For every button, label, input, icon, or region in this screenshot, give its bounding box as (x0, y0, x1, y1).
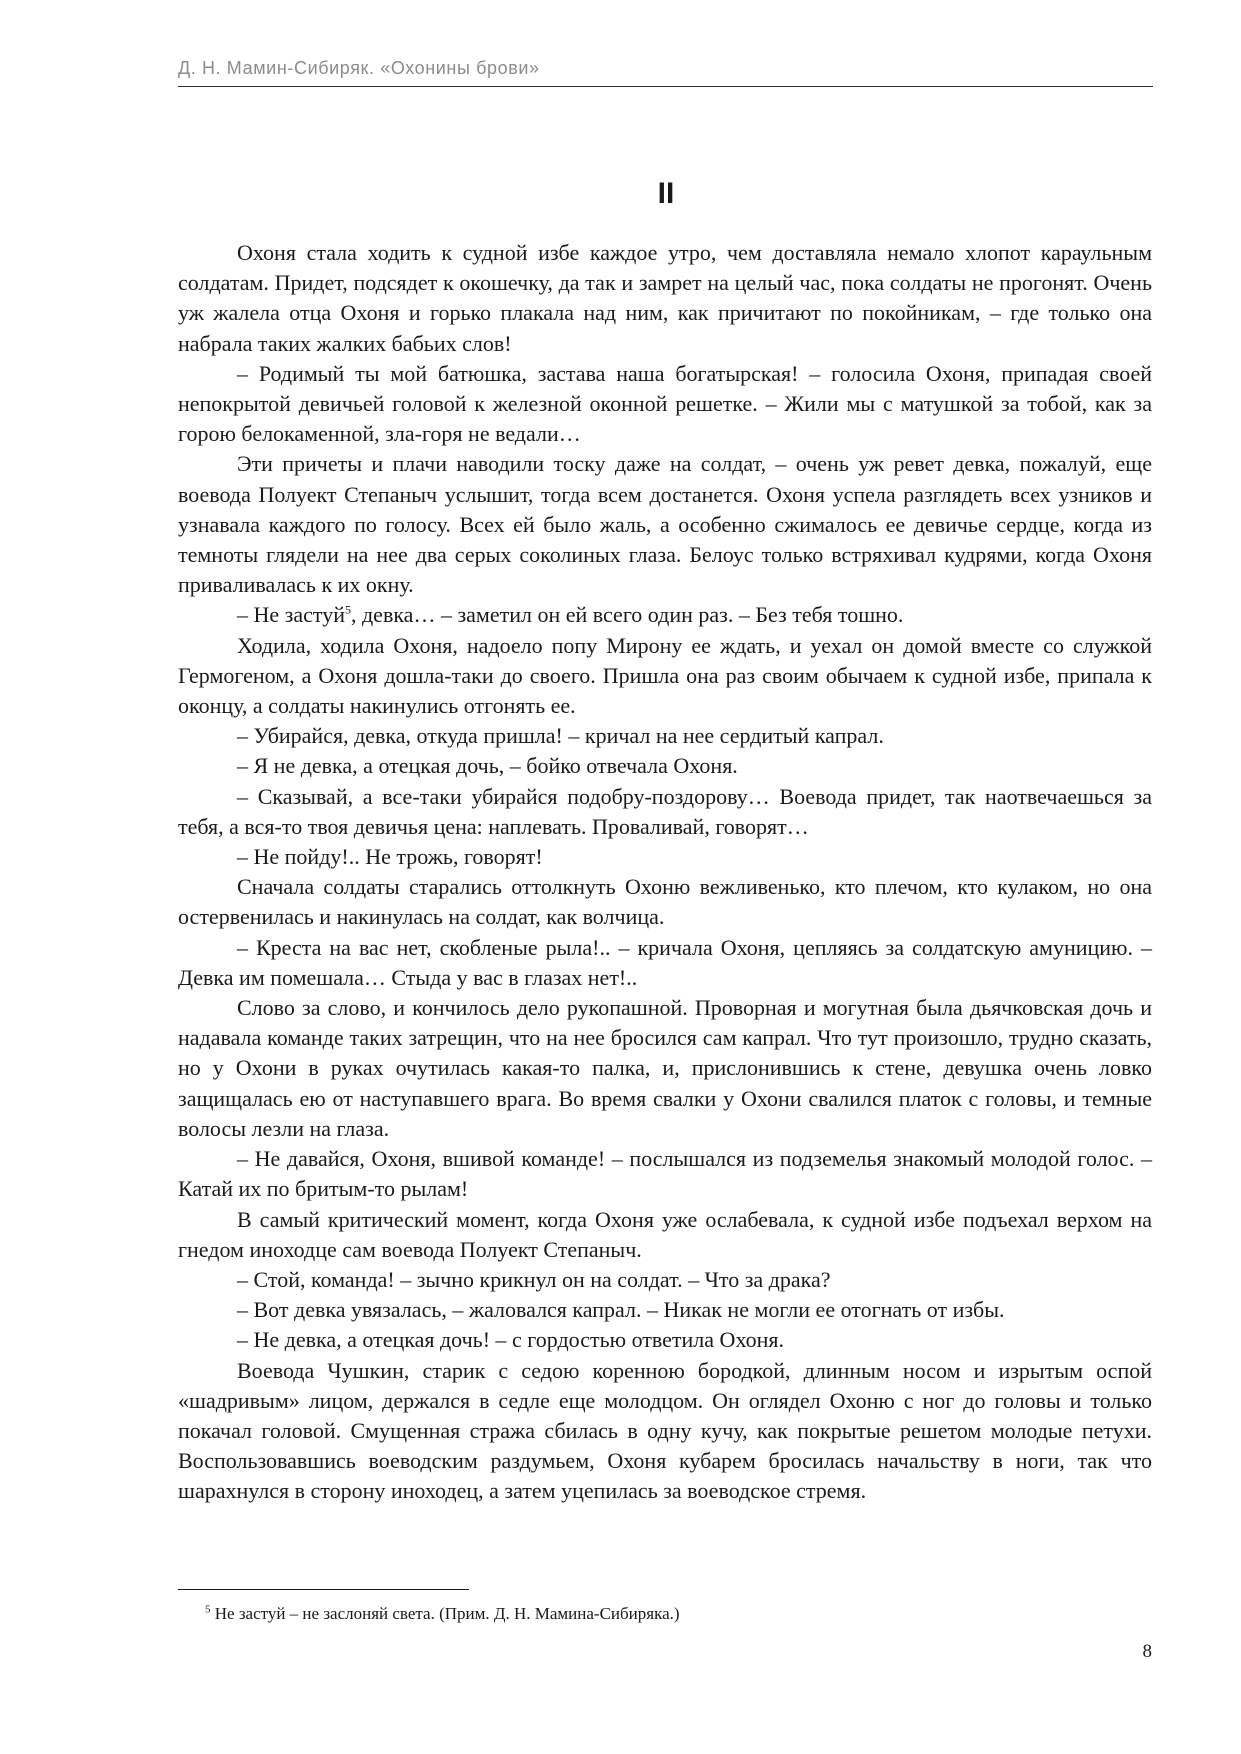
body-text (178, 238, 1152, 1507)
page-number: 8 (1142, 1641, 1152, 1662)
paragraph: Ходила, ходила Охоня, надоело попу Мирону ее ждать, и уехал он домой вместе со служкой Гермогеном, а Охоня дошла-таки до своего. Пришла она раз своим обычаем к судной избе, припала к оконцу, а солдаты накинулись отгонять ее. (178, 632, 1152, 719)
paragraph: – Родимый ты мой батюшка, застава наша богатырская! – голосила Охоня, припадая своей непокрытой девичьей головой к железной оконной решетке. – Жили мы с матушкой за тобой, как за горою белокаменной, зла-горя не ведали… (178, 360, 1152, 447)
footnote-text: Не застуй – не заслоняй света. (Прим. Д. Н. Мамина-Сибиряка.) (210, 1604, 680, 1623)
paragraph: – Вот девка увязалась, – жаловался капрал. – Никак не могли ее отогнать от избы. (237, 1297, 1005, 1323)
paragraph: Воевода Чушкин, старик с седою коренною бородкой, длинным носом и изрытым оспой «шадривым» лицом, держался в седле еще молодцом. Он оглядел Охоню с ног до головы и только покачал головой. Смущенная стража сбилась в одну кучу, как покрытые решетом молодые петухи. Воспользовавшись воеводским раздумьем, Охоня кубарем бросилась начальству в ноги, так что шарахнулся в сторону иноходец, а затем уцепилась за воеводское стремя. (178, 1357, 1152, 1504)
paragraph-text: , девка… – заметил он ей всего один раз. – Без тебя тошно. (350, 602, 904, 628)
paragraph: – Не давайся, Охоня, вшивой команде! – послышался из подземелья знакомый молодой голос. – Катай их по бритым-то рылам! (178, 1146, 1152, 1202)
paragraph: В самый критический момент, когда Охоня уже ослабевала, к судной избе подъехал верхом на гнедом иноходце сам воевода Полуект Степаныч. (178, 1206, 1152, 1262)
paragraph: – Я не девка, а отецкая дочь, – бойко отвечала Охоня. (237, 753, 738, 779)
paragraph: Слово за слово, и кончилось дело рукопашной. Проворная и могутная была дьячковская дочь и надавала команде таких затрещин, что на нее бросился сам капрал. Что тут произошло, трудно сказать, но у Охони в руках очутилась какая-то палка, и, прислонившись к стене, девушка очень ловко защищалась ею от наступавшего врага. Во время свалки у Охони свалился платок с головы, и темные волосы лезли на глаза. (178, 995, 1152, 1141)
footnote (205, 1603, 1105, 1625)
footnote-divider (178, 1589, 469, 1590)
paragraph: – Сказывай, а все-таки убирайся подобру-поздорову… Воевода придет, так наотвечаешься за тебя, а вся-то твоя девичья цена: наплевать. Проваливай, говорят… (178, 783, 1152, 839)
footnote-reference[interactable]: 5 (344, 603, 351, 618)
paragraph: – Не девка, а отецкая дочь! – с гордостью ответила Охоня. (237, 1327, 784, 1353)
running-head: Д. Н. Мамин-Сибиряк. «Охонины брови» (178, 58, 540, 78)
chapter-heading: II (657, 177, 675, 210)
paragraph-text: – Не застуй (237, 602, 345, 628)
paragraph: – Не пойду!.. Не трожь, говорят! (237, 844, 543, 870)
paragraph: Сначала солдаты старались оттолкнуть Охоню вежливенько, кто плечом, кто кулаком, но она остервенилась и накинулась на солдат, как волчица. (178, 874, 1152, 930)
footnote-marker: 5 (205, 1603, 211, 1616)
paragraph: Эти причеты и плачи наводили тоску даже на солдат, – очень уж ревет девка, пожалуй, еще воевода Полуект Степаныч услышит, тогда всем достанется. Охоня успела разглядеть всех узников и узнавала каждого по голосу. Всех ей было жаль, а особенно сжималось ее девичье сердце, когда из темноты глядели на нее два серых соколиных глаза. Белоус только встряхивал кудрями, когда Охоня приваливалась к их окну. (178, 451, 1152, 598)
paragraph: Охоня стала ходить к судной избе каждое утро, чем доставляла немало хлопот караульным солдатам. Придет, подсядет к окошечку, да так и замрет на целый час, пока солдаты не прогонят. Очень уж жалела отца Охоня и горько плакала над ним, как причитают по покойникам, – где только она набрала таких жалких бабьих слов! (178, 240, 1152, 356)
header-divider (178, 86, 1153, 87)
paragraph: – Креста на вас нет, скобленые рыла!.. – кричала Охоня, цепляясь за солдатскую амуницию. – Девка им помешала… Стыда у вас в глазах нет!.. (178, 934, 1152, 990)
paragraph: – Убирайся, девка, откуда пришла! – кричал на нее сердитый капрал. (237, 723, 884, 749)
paragraph-with-footnote (178, 600, 1152, 630)
paragraph: – Стой, команда! – зычно крикнул он на солдат. – Что за драка? (237, 1266, 831, 1292)
